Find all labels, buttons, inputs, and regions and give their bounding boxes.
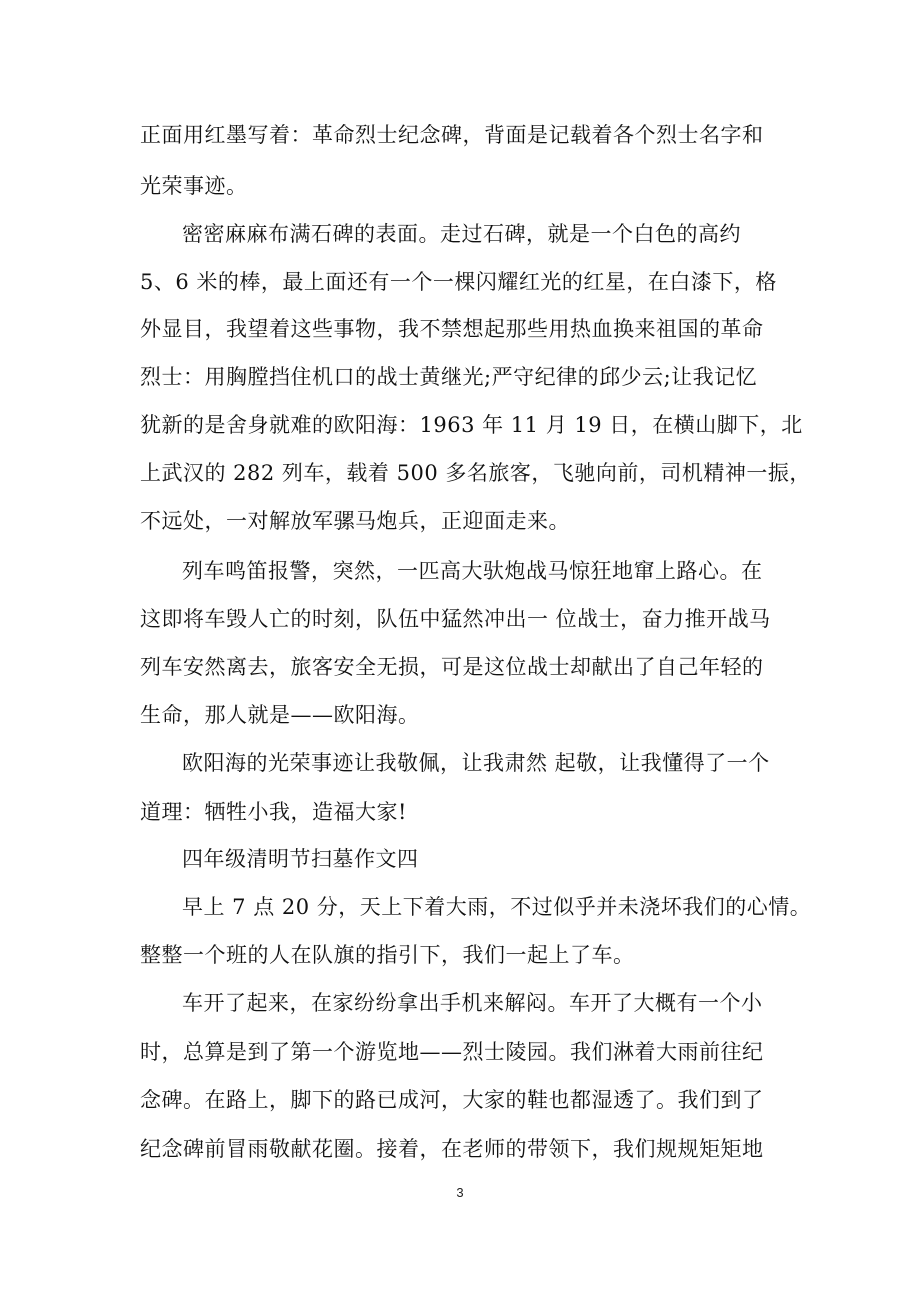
text-line: 车开了起来，在家纷纷拿出手机来解闷。车开了大概有一个小 bbox=[182, 991, 763, 1015]
text-line: 列车鸣笛报警，突然，一匹高大驮炮战马惊狂地窜上路心。在 bbox=[182, 559, 763, 583]
text-line: 时，总算是到了第一个游览地——烈士陵园。我们淋着大雨前往纪 bbox=[140, 1040, 764, 1064]
section-heading: 四年级清明节扫墓作文四 bbox=[182, 847, 419, 871]
page-number: 3 bbox=[456, 1185, 464, 1200]
text-line: 念碑。在路上，脚下的路已成河，大家的鞋也都湿透了。我们到了 bbox=[140, 1088, 764, 1112]
text-line: 生命，那人就是——欧阳海。 bbox=[140, 703, 420, 727]
text-line: 犹新的是舍身就难的欧阳海：1963 年 11 月 19 日，在横山脚下，北 bbox=[140, 413, 803, 437]
text-line: 列车安然离去，旅客安全无损，可是这位战士却献出了自己年轻的 bbox=[140, 655, 764, 679]
text-line: 整整一个班的人在队旗的指引下，我们一起上了车。 bbox=[140, 943, 635, 967]
text-line: 外显目，我望着这些事物，我不禁想起那些用热血换来祖国的革命 bbox=[140, 317, 764, 341]
text-line: 欧阳海的光荣事迹让我敬佩，让我肃然 起敬，让我懂得了一个 bbox=[182, 751, 770, 775]
text-line: 正面用红墨写着：革命烈士纪念碑，背面是记载着各个烈士名字和 bbox=[140, 123, 764, 147]
text-line: 上武汉的 282 列车，载着 500 多名旅客，飞驰向前，司机精神一振， bbox=[140, 461, 811, 485]
text-line: 道理：牺牲小我，造福大家! bbox=[140, 800, 407, 824]
text-line: 密密麻麻布满石碑的表面。走过石碑，就是一个白色的高约 bbox=[182, 222, 741, 246]
text-line: 5、6 米的棒，最上面还有一个一棵闪耀红光的红星，在白漆下，格 bbox=[140, 270, 777, 294]
text-line: 不远处，一对解放军骡马炮兵，正迎面走来。 bbox=[140, 509, 570, 533]
text-line: 烈士：用胸膛挡住机口的战士黄继光;严守纪律的邱少云;让我记忆 bbox=[140, 365, 758, 389]
text-line: 早上 7 点 20 分，天上下着大雨，不过似乎并未浇坏我们的心情。 bbox=[182, 895, 812, 919]
text-line: 这即将车毁人亡的时刻，队伍中猛然冲出一 位战士，奋力推开战马 bbox=[140, 607, 771, 631]
text-line: 纪念碑前冒雨敬献花圈。接着，在老师的带领下，我们规规矩矩地 bbox=[140, 1137, 764, 1161]
text-line: 光荣事迹。 bbox=[140, 174, 248, 198]
